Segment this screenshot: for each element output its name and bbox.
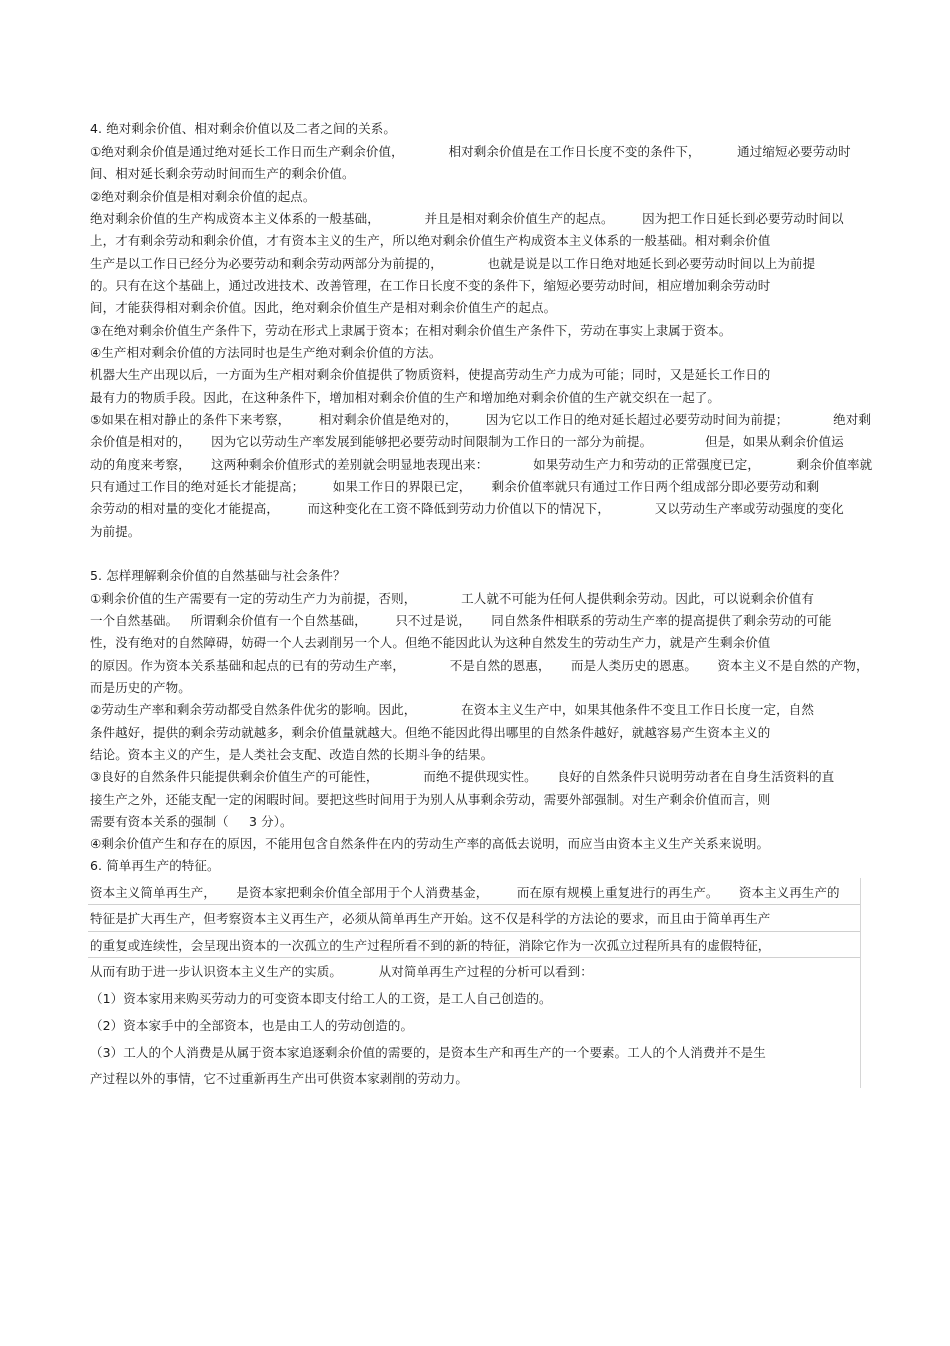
q5-line: 需要有资本关系的强制（ 3 分）。 <box>90 814 293 829</box>
q5-line: ④剩余价值产生和存在的原因，不能用包含自然条件在内的劳动生产率的高低去说明，而应当由资本主义生产关系来说明。 <box>90 836 770 851</box>
q6-line: 特征是扩大再生产，但考察资本主义再生产，必须从简单再生产开始。这不仅是科学的方法论的要求，而且由于简单再生产 <box>90 911 771 926</box>
q4-title: 4. 绝对剩余价值、相对剩余价值以及二者之间的关系。 <box>90 121 397 136</box>
q5-line: 接生产之外，还能支配一定的闲暇时间。要把这些时间用于为别人从事剩余劳动，需要外部强制。对生产剩余价值而言，则 <box>90 792 771 807</box>
q4-line: ③在绝对剩余价值生产条件下，劳动在形式上隶属于资本；在相对剩余价值生产条件下，劳动在事实上隶属于资本。 <box>90 323 732 338</box>
q5-line: ①剩余价值的生产需要有一定的劳动生产力为前提，否则， 工人就不可能为任何人提供剩余劳动。因此，可以说剩余价值有 <box>90 591 814 606</box>
q6-line: （3）工人的个人消费是从属于资本家追逐剩余价值的需要的，是资本生产和再生产的一个要素。工人的个人消费并不是生 <box>90 1045 766 1060</box>
q6-title: 6. 简单再生产的特征。 <box>90 858 220 873</box>
q4-line: ⑤如果在相对静止的条件下来考察， 相对剩余价值是绝对的， 因为它以工作日的绝对延长超过必要劳动时间为前提； 绝对剩 <box>90 412 871 427</box>
q6-line: 从而有助于进一步认识资本主义生产的实质。 从对简单再生产过程的分析可以看到： <box>90 964 593 979</box>
q5-line: 条件越好，提供的剩余劳动就越多，剩余价值量就越大。但绝不能因此得出哪里的自然条件越好，就越容易产生资本主义的 <box>90 725 771 740</box>
q6-line: 的重复或连续性，会呈现出资本的一次孤立的生产过程所看不到的新的特征，消除它作为一次孤立过程所具有的虚假特征， <box>90 938 771 953</box>
q5-line: ②劳动生产率和剩余劳动都受自然条件优劣的影响。因此， 在资本主义生产中，如果其他条件不变且工作日长度一定，自然 <box>90 702 814 717</box>
q4-line: 余价值是相对的， 因为它以劳动生产率发展到能够把必要劳动时间限制为工作日的一部分为前提。 但是，如果从剩余价值运 <box>90 434 844 449</box>
q5-line: 一个自然基础。 所谓剩余价值有一个自然基础， 只不过是说， 同自然条件相联系的劳动生产率的提高提供了剩余劳动的可能 <box>90 613 832 628</box>
q5-line: 的原因。作为资本关系基础和起点的已有的劳动生产率， 不是自然的恩惠， 而是人类历史的恩惠。 资本主义不是自然的产物， <box>90 658 869 673</box>
q4-line: 间、相对延长剩余劳动时间而生产的剩余价值。 <box>90 166 355 181</box>
q5-line: 性，没有绝对的自然障碍，妨碍一个人去剥削另一个人。但绝不能因此认为这种自然发生的劳动生产力，就是产生剩余价值 <box>90 635 771 650</box>
q4-line: 余劳动的相对量的变化才能提高， 而这种变化在工资不降低到劳动力价值以下的情况下， 又以劳动生产率或劳动强度的变化 <box>90 501 844 516</box>
q4-line: 动的角度来考察， 这两种剩余价值形式的差别就会明显地表现出来： 如果劳动生产力和劳动的正常强度已定， 剩余价值率就 <box>90 457 873 472</box>
q6-row-divider <box>88 931 860 932</box>
q6-line: （2）资本家手中的全部资本，也是由工人的劳动创造的。 <box>90 1018 414 1033</box>
q4-line: 绝对剩余价值的生产构成资本主义体系的一般基础， 并且是相对剩余价值生产的起点。 因为把工作日延长到必要劳动时间以 <box>90 211 844 226</box>
q4-line: 最有力的物质手段。因此，在这种条件下，增加相对剩余价值的生产和增加绝对剩余价值的生产就交织在一起了。 <box>90 390 721 405</box>
q4-line: 只有通过工作目的绝对延长才能提高； 如果工作日的界限已定， 剩余价值率就只有通过工作日两个组成部分即必要劳动和剩 <box>90 479 820 494</box>
q4-line: 机器大生产出现以后，一方面为生产相对剩余价值提供了物质资料，使提高劳动生产力成为可能；同时，又是延长工作日的 <box>90 367 771 382</box>
q4-line: ①绝对剩余价值是通过绝对延长工作日而生产剩余价值， 相对剩余价值是在工作日长度不变的条件下， 通过缩短必要劳动时 <box>90 144 851 159</box>
q6-line: （1）资本家用来购买劳动力的可变资本即支付给工人的工资，是工人自己创造的。 <box>90 991 552 1006</box>
q4-line: ④生产相对剩余价值的方法同时也是生产绝对剩余价值的方法。 <box>90 345 442 360</box>
q5-line: 结论。资本主义的产生，是人类社会支配、改造自然的长期斗争的结果。 <box>90 747 494 762</box>
q6-line: 资本主义简单再生产， 是资本家把剩余价值全部用于个人消费基金， 而在原有规模上重复进行的再生产。 资本主义再生产的 <box>90 885 840 900</box>
q4-line: 上，才有剩余劳动和剩余价值，才有资本主义的生产，所以绝对剩余价值生产构成资本主义体系的一般基础。相对剩余价值 <box>90 233 771 248</box>
q6-line: 产过程以外的事情，它不过重新再生产出可供资本家剥削的劳动力。 <box>90 1071 469 1086</box>
q4-line: 的。只有在这个基础上，通过改进技术、改善管理，在工作日长度不变的条件下，缩短必要劳动时间，相应增加剩余劳动时 <box>90 278 771 293</box>
q4-line: ②绝对剩余价值是相对剩余价值的起点。 <box>90 189 316 204</box>
q6-row-divider <box>88 904 860 905</box>
q4-line: 间，才能获得相对剩余价值。因此，绝对剩余价值生产是相对剩余价值生产的起点。 <box>90 300 557 315</box>
q5-line: 而是历史的产物。 <box>90 680 191 695</box>
q4-line: 生产是以工作日已经分为必要劳动和剩余劳动两部分为前提的， 也就是说是以工作日绝对地延长到必要劳动时间以上为前提 <box>90 256 816 271</box>
q5-title: 5. 怎样理解剩余价值的自然基础与社会条件？ <box>90 568 346 583</box>
q6-row-divider <box>88 957 860 958</box>
q5-line: ③良好的自然条件只能提供剩余价值生产的可能性， 而绝不提供现实性。 良好的自然条件只说明劳动者在自身生活资料的直 <box>90 769 835 784</box>
q4-line: 为前提。 <box>90 524 141 539</box>
